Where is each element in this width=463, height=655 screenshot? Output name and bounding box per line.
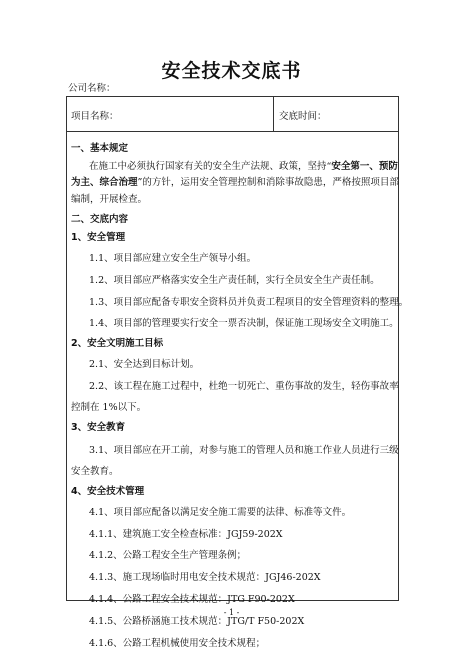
- list-item: 1.1、项目部应建立安全生产领导小组。: [89, 253, 257, 264]
- list-item-continuation: 控制在 1%以下。: [71, 402, 147, 413]
- list-item: 1.3、项目部应配备专职安全资料员并负责工程项目的安全管理资料的整理。: [89, 297, 409, 308]
- project-name-label: 项目名称：: [71, 111, 119, 122]
- list-item: 4.1.2、公路工程安全生产管理条例；: [89, 550, 247, 561]
- emphasis-span: 为主、综合治理: [71, 177, 138, 188]
- list-item: 4.1.3、施工现场临时用电安全技术规范：JGJ46-202X: [89, 572, 321, 583]
- emphasis-span: 安全第一、预防: [331, 161, 398, 172]
- page-number: - 1 -: [223, 608, 240, 617]
- list-item: 3.1、项目部应在开工前，对参与施工的管理人员和施工作业人员进行三级: [89, 445, 399, 456]
- list-item: 2.1、安全达到目标计划。: [89, 359, 200, 370]
- list-item: 4.1.6、公路工程机械使用安全技术规程；: [89, 638, 266, 649]
- list-item: 2.2、该工程在施工过程中，杜绝一切死亡、重伤事故的发生，轻伤事故率: [89, 381, 399, 392]
- list-item-continuation: 安全教育。: [71, 466, 119, 477]
- section-heading-content: 二、交底内容: [71, 214, 129, 225]
- list-item: 4.1.5、公路桥涵施工技术规范：JTG/T F50-202X: [89, 616, 305, 627]
- section-heading-basic: 一、基本规定: [71, 143, 129, 154]
- disclosure-form: [66, 96, 409, 649]
- list-item: 1.4、项目部的管理要实行安全一票否决制，保证施工现场安全文明施工。: [89, 318, 399, 329]
- text-span: 在施工中必须执行国家有关的安全生产法规、政策，坚持“: [89, 161, 332, 172]
- header-divider: [273, 97, 274, 131]
- paragraph-line: [71, 174, 399, 188]
- subsection-heading: 1、安全管理: [71, 232, 126, 243]
- subsection-heading: 4、安全技术管理: [71, 486, 145, 497]
- form-header-row: [67, 97, 398, 132]
- list-item: 1.2、项目部应严格落实安全生产责任制，实行全员安全生产责任制。: [89, 275, 380, 286]
- paragraph-line: [89, 158, 398, 172]
- list-item: 4.1.4、公路工程安全技术规范：JTG F90-202X: [89, 594, 295, 605]
- subsection-heading: 2、安全文明施工目标: [71, 338, 164, 349]
- text-span: ”的方针，运用安全管理控制和消除事故隐患，严格按照项目部: [137, 177, 399, 188]
- company-name-label: 公司名称：: [68, 83, 116, 94]
- subsection-heading: 3、安全教育: [71, 422, 126, 433]
- paragraph-line: 编制，开展检查。: [71, 194, 148, 205]
- disclosure-date-label: 交底时间：: [279, 111, 327, 122]
- form-body: [67, 132, 409, 649]
- list-item: 4.1.1、建筑施工安全检查标准：JGJ59-202X: [89, 529, 283, 540]
- list-item: 4.1、项目部应配备以满足安全施工需要的法律、标准等文件。: [89, 507, 352, 518]
- document-title: 安全技术交底书: [161, 60, 302, 82]
